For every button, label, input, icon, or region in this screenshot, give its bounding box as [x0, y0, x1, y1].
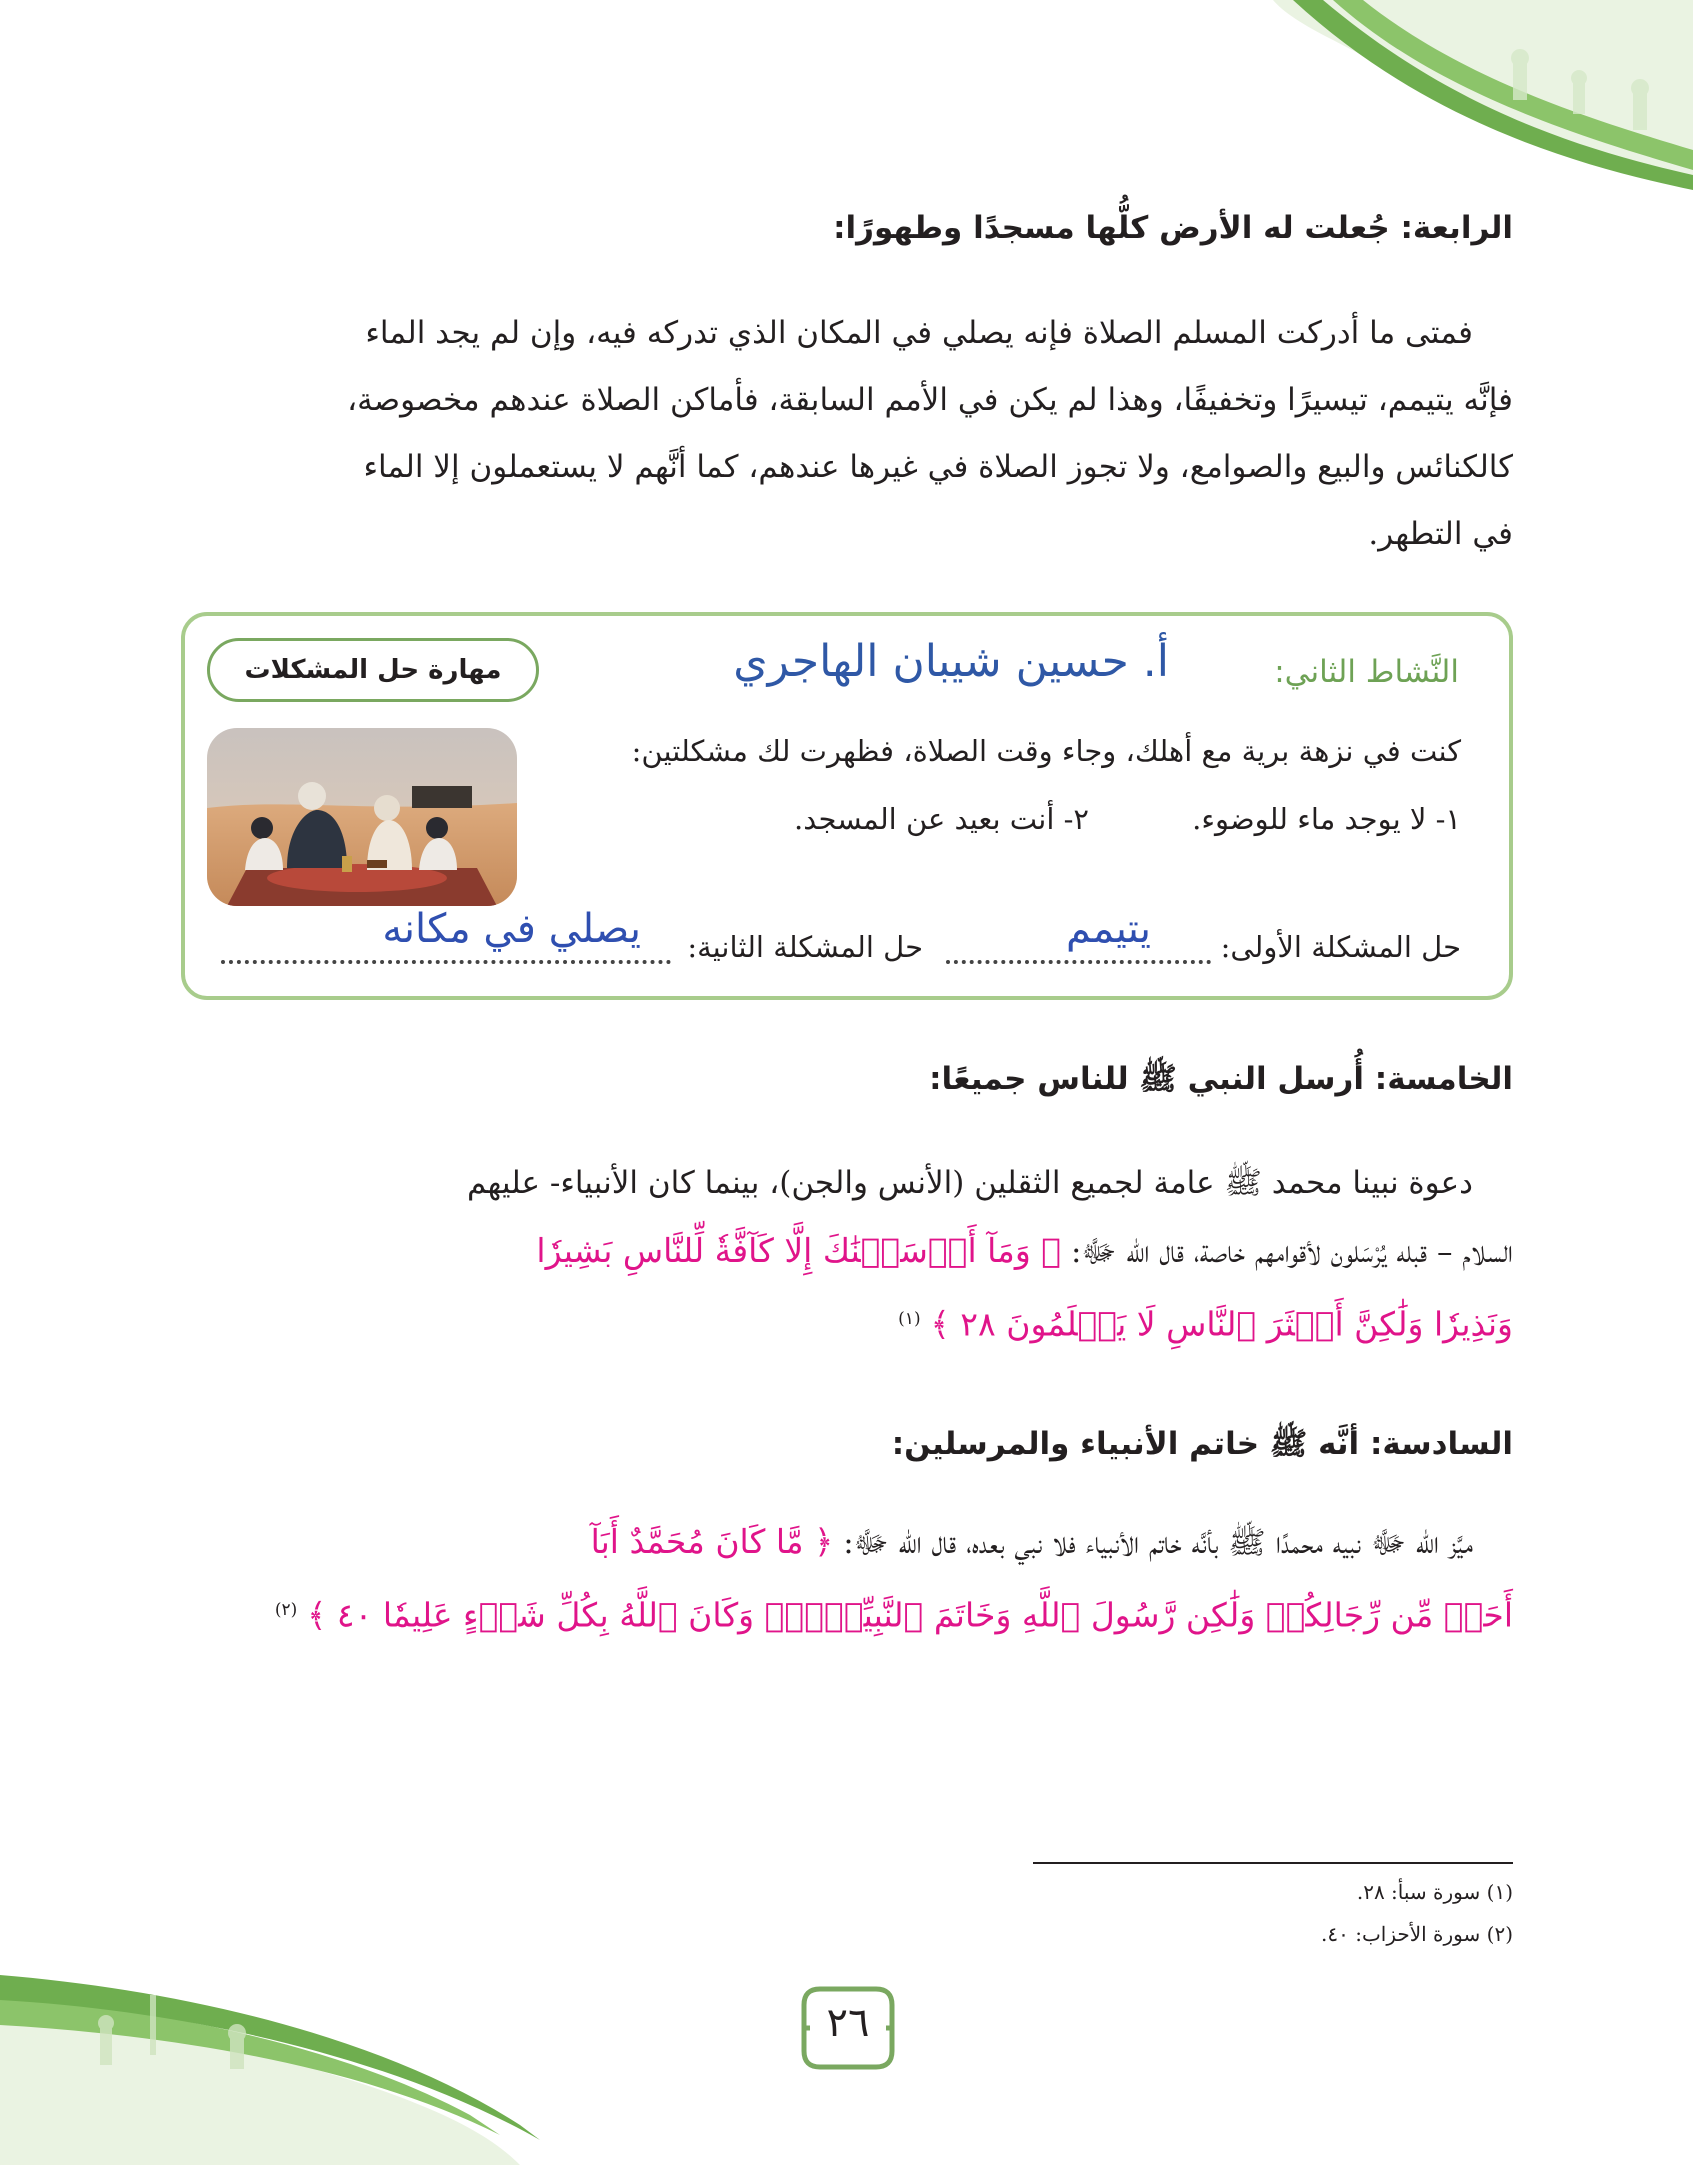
section-heading-sixth: السادسة: أنَّه ﷺ خاتم الأنبياء والمرسلين:: [891, 1426, 1513, 1462]
section-heading-fifth: الخامسة: أُرسل النبي ﷺ للناس جميعًا:: [929, 1061, 1513, 1097]
footnote-ref: (١): [898, 1309, 921, 1329]
answer-two-label: حل المشكلة الثانية:: [687, 930, 923, 964]
paragraph-line: [165, 1508, 1513, 1577]
teacher-name: أ. حسين شيبان الهاجري: [733, 636, 1169, 687]
answers-row: [225, 906, 1461, 982]
footnote-one: (١) سورة سبأ: ٢٨.: [1356, 1880, 1513, 1904]
paragraph-line: كالكنائس والبيع والصوامع، ولا تجوز الصلاة في غيرها عندهم، كما أنَّهم لا يستعملون إلا الماء: [363, 449, 1513, 485]
footnote-two: (٢) سورة الأحزاب: ٤٠.: [1321, 1922, 1513, 1946]
activity-scenario: كنت في نزهة برية مع أهلك، وجاء وقت الصلاة، فظهرت لك مشكلتين:: [631, 734, 1461, 768]
paragraph-text: السلام – قبله يُرْسَلون لأقوامهم خاصة، قال الله ﷻ:: [1070, 1234, 1513, 1270]
corner-decoration-top: [1133, 0, 1693, 190]
quran-verse: أَحَدٖ مِّن رِّجَالِكُمۡ وَلَٰكِن رَّسُولَ ٱللَّهِ وَخَاتَمَ ٱلنَّبِيِّـۧنَۗ وَكَانَ ٱللَّهُ بِكُلِّ شَيۡءٍ عَلِيمٗا ٤٠ ﴾: [307, 1595, 1513, 1635]
problem-one: ١- لا يوجد ماء للوضوء.: [1192, 802, 1461, 836]
quran-verse: وَنَذِيرٗا وَلَٰكِنَّ أَكۡثَرَ ٱلنَّاسِ لَا يَعۡلَمُونَ ٢٨ ﴾: [930, 1304, 1513, 1344]
page-number: ٢٦: [826, 2000, 870, 2046]
answer-two-line: [221, 950, 671, 964]
footnote-divider: [1033, 1862, 1513, 1864]
quran-verse: ﴿ مَّا كَانَ مُحَمَّدٌ أَبَآ: [590, 1522, 834, 1561]
paragraph-fifth: [165, 1150, 1513, 1359]
corner-decoration-bottom: [0, 1965, 620, 2165]
activity-title: النَّشاط الثاني:: [1274, 654, 1459, 690]
paragraph-line: [165, 1286, 1513, 1359]
paragraph-line: فمتى ما أدركت المسلم الصلاة فإنه يصلي في المكان الذي تدركه فيه، وإن لم يجد الماء: [365, 315, 1473, 351]
paragraph-line: في التطهر.: [1368, 516, 1513, 552]
answer-one-line: [946, 950, 1211, 964]
answer-one-handwriting: يتيمم: [1065, 906, 1151, 952]
answer-one-label: حل المشكلة الأولى:: [1220, 930, 1461, 964]
desert-picnic-photo: [207, 728, 517, 906]
paragraph-line: [165, 1217, 1513, 1286]
skill-badge: مهارة حل المشكلات: [207, 638, 539, 702]
activity-box: [181, 612, 1513, 1000]
section-heading-fourth: الرابعة: جُعلت له الأرض كلُّها مسجدًا وطهورًا:: [833, 210, 1513, 246]
paragraph-line: [165, 1577, 1513, 1650]
problem-two: ٢- أنت بعيد عن المسجد.: [794, 802, 1089, 836]
paragraph-fourth: [165, 300, 1513, 568]
quran-verse: ﴿ وَمَآ أَرۡسَلۡنَٰكَ إِلَّا كَآفَّةٗ لِّلنَّاسِ بَشِيرٗا: [536, 1231, 1062, 1270]
paragraph-text: ميَّز الله ﷻ نبيه محمدًا ﷺ بأنَّه خاتم الأنبياء فلا نبي بعده، قال الله ﷻ:: [843, 1525, 1473, 1561]
footnote-ref: (٢): [274, 1600, 298, 1620]
answer-two-handwriting: يصلي في مكانه: [382, 906, 641, 952]
paragraph-line: دعوة نبينا محمد ﷺ عامة لجميع الثقلين (الأنس والجن)، بينما كان الأنبياء- عليهم: [466, 1165, 1473, 1201]
paragraph-line: فإنَّه يتيمم، تيسيرًا وتخفيفًا، وهذا لم يكن في الأمم السابقة، فأماكن الصلاة عندهم مخصوصة،: [347, 382, 1513, 418]
paragraph-sixth: [165, 1508, 1513, 1650]
